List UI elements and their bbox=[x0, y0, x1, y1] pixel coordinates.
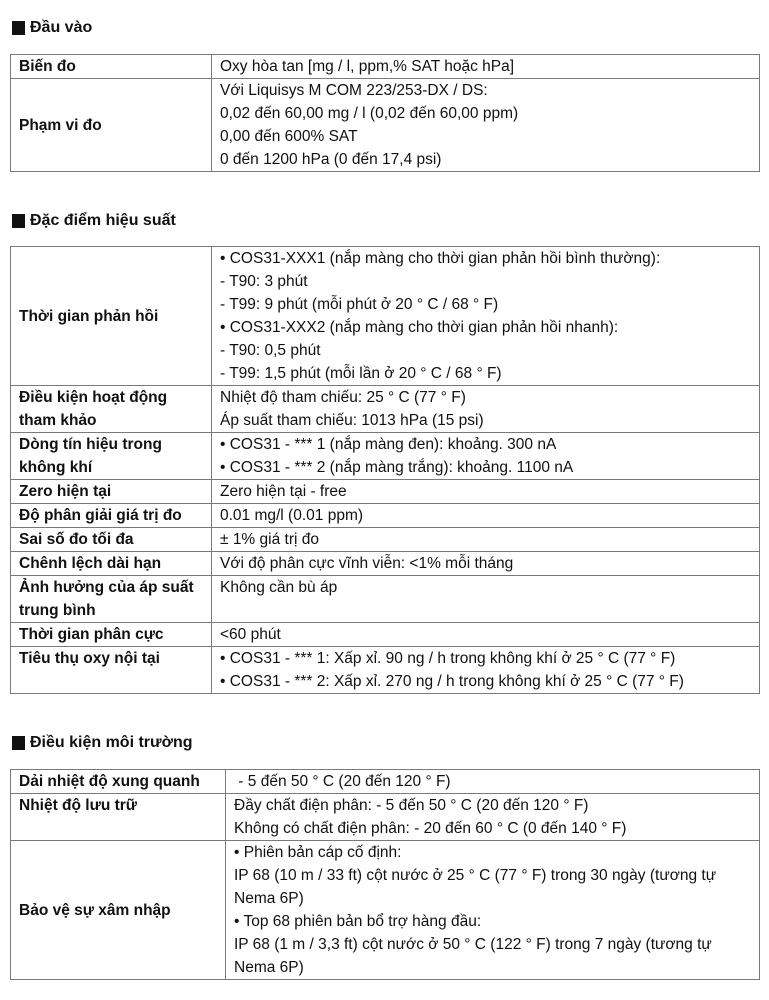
table-row bbox=[11, 480, 760, 504]
value-line: Không cần bù áp bbox=[220, 579, 338, 596]
row-label: Bảo vệ sự xâm nhập bbox=[11, 841, 226, 980]
row-label: Nhiệt độ lưu trữ bbox=[11, 794, 226, 841]
row-value bbox=[212, 623, 760, 647]
table-row bbox=[11, 55, 760, 79]
value-line: IP 68 (10 m / 33 ft) cột nước ở 25 ° C (77 ° F) trong 30 ngày (tương tự Nema 6P) bbox=[234, 867, 717, 907]
value-line: • COS31 - *** 2 (nắp màng trắng): khoảng. 1100 nA bbox=[220, 459, 574, 476]
row-label: Tiêu thụ oxy nội tại bbox=[11, 647, 212, 694]
value-line: Với độ phân cực vĩnh viễn: <1% mỗi tháng bbox=[220, 555, 514, 572]
value-line: - T90: 0,5 phút bbox=[220, 342, 321, 359]
row-label: Dải nhiệt độ xung quanh bbox=[11, 770, 226, 794]
value-line: ± 1% giá trị đo bbox=[220, 531, 319, 548]
row-label: Phạm vi đo bbox=[11, 79, 212, 172]
table-row bbox=[11, 623, 760, 647]
value-line: Zero hiện tại - free bbox=[220, 483, 347, 500]
value-line: • COS31 - *** 1: Xấp xỉ. 90 ng / h trong không khí ở 25 ° C (77 ° F) bbox=[220, 650, 676, 667]
row-value bbox=[212, 433, 760, 480]
value-line: • Top 68 phiên bản bổ trợ hàng đầu: bbox=[234, 913, 482, 930]
table-row bbox=[11, 794, 760, 841]
row-value bbox=[212, 386, 760, 433]
value-line: IP 68 (1 m / 3,3 ft) cột nước ở 50 ° C (122 ° F) trong 7 ngày (tương tự Nema 6P) bbox=[234, 936, 712, 976]
value-line: • COS31 - *** 2: Xấp xỉ. 270 ng / h trong không khí ở 25 ° C (77 ° F) bbox=[220, 673, 684, 690]
table-row bbox=[11, 433, 760, 480]
table-row bbox=[11, 504, 760, 528]
row-value bbox=[226, 841, 760, 980]
row-label: Zero hiện tại bbox=[11, 480, 212, 504]
row-value bbox=[212, 504, 760, 528]
table-row bbox=[11, 770, 760, 794]
value-line: • COS31 - *** 1 (nắp màng đen): khoảng. 300 nA bbox=[220, 436, 557, 453]
table-row bbox=[11, 647, 760, 694]
input-spec-table bbox=[10, 54, 760, 172]
square-bullet-icon bbox=[12, 736, 25, 750]
row-label: Biến đo bbox=[11, 55, 212, 79]
value-line: - 5 đến 50 ° C (20 đến 120 ° F) bbox=[234, 773, 451, 790]
row-label: Ảnh hưởng của áp suất trung bình bbox=[11, 576, 212, 623]
value-line: Áp suất tham chiếu: 1013 hPa (15 psi) bbox=[220, 412, 484, 429]
value-line: Với Liquisys M COM 223/253-DX / DS: bbox=[220, 82, 488, 99]
value-line: - T99: 9 phút (mỗi phút ở 20 ° C / 68 ° F) bbox=[220, 296, 499, 313]
value-line: 0 đến 1200 hPa (0 đến 17,4 psi) bbox=[220, 151, 442, 168]
performance-spec-table bbox=[10, 246, 760, 694]
square-bullet-icon bbox=[12, 21, 25, 35]
row-value bbox=[226, 770, 760, 794]
section-title: Đặc điểm hiệu suất bbox=[30, 212, 176, 229]
section-heading-environment bbox=[12, 734, 193, 752]
row-label: Thời gian phản hồi bbox=[11, 247, 212, 386]
row-label: Độ phân giải giá trị đo bbox=[11, 504, 212, 528]
row-value bbox=[212, 55, 760, 79]
table-row bbox=[11, 528, 760, 552]
value-line: • COS31-XXX1 (nắp màng cho thời gian phản hồi bình thường): bbox=[220, 250, 661, 267]
row-value bbox=[212, 552, 760, 576]
row-value bbox=[212, 528, 760, 552]
value-line: <60 phút bbox=[220, 626, 281, 643]
environment-spec-table bbox=[10, 769, 760, 980]
row-value bbox=[212, 647, 760, 694]
row-value bbox=[212, 480, 760, 504]
table-row bbox=[11, 552, 760, 576]
table-row bbox=[11, 386, 760, 433]
square-bullet-icon bbox=[12, 214, 25, 228]
value-line: 0.01 mg/l (0.01 ppm) bbox=[220, 507, 364, 524]
value-line: Nhiệt độ tham chiếu: 25 ° C (77 ° F) bbox=[220, 389, 466, 406]
row-value bbox=[212, 79, 760, 172]
row-label: Điều kiện hoạt động tham khảo bbox=[11, 386, 212, 433]
value-line: 0,00 đến 600% SAT bbox=[220, 128, 358, 145]
value-line: - T99: 1,5 phút (mỗi lần ở 20 ° C / 68 ° F) bbox=[220, 365, 502, 382]
section-heading-input bbox=[12, 19, 92, 37]
row-label: Sai số đo tối đa bbox=[11, 528, 212, 552]
table-row bbox=[11, 247, 760, 386]
table-row bbox=[11, 841, 760, 980]
value-line: • COS31-XXX2 (nắp màng cho thời gian phản hồi nhanh): bbox=[220, 319, 619, 336]
section-title: Điều kiện môi trường bbox=[30, 734, 193, 751]
value-line: Oxy hòa tan [mg / l, ppm,% SAT hoặc hPa] bbox=[220, 58, 515, 75]
table-row bbox=[11, 576, 760, 623]
section-title: Đầu vào bbox=[30, 19, 93, 36]
value-line: - T90: 3 phút bbox=[220, 273, 308, 290]
section-heading-performance bbox=[12, 212, 176, 230]
row-label: Dòng tín hiệu trong không khí bbox=[11, 433, 212, 480]
table-row bbox=[11, 79, 760, 172]
row-value bbox=[226, 794, 760, 841]
row-value bbox=[212, 576, 760, 623]
value-line: Không có chất điện phân: - 20 đến 60 ° C (0 đến 140 ° F) bbox=[234, 820, 627, 837]
value-line: Đầy chất điện phân: - 5 đến 50 ° C (20 đến 120 ° F) bbox=[234, 797, 589, 814]
value-line: 0,02 đến 60,00 mg / l (0,02 đến 60,00 ppm) bbox=[220, 105, 519, 122]
value-line: • Phiên bản cáp cố định: bbox=[234, 844, 402, 861]
row-label: Thời gian phân cực bbox=[11, 623, 212, 647]
row-value bbox=[212, 247, 760, 386]
row-label: Chênh lệch dài hạn bbox=[11, 552, 212, 576]
